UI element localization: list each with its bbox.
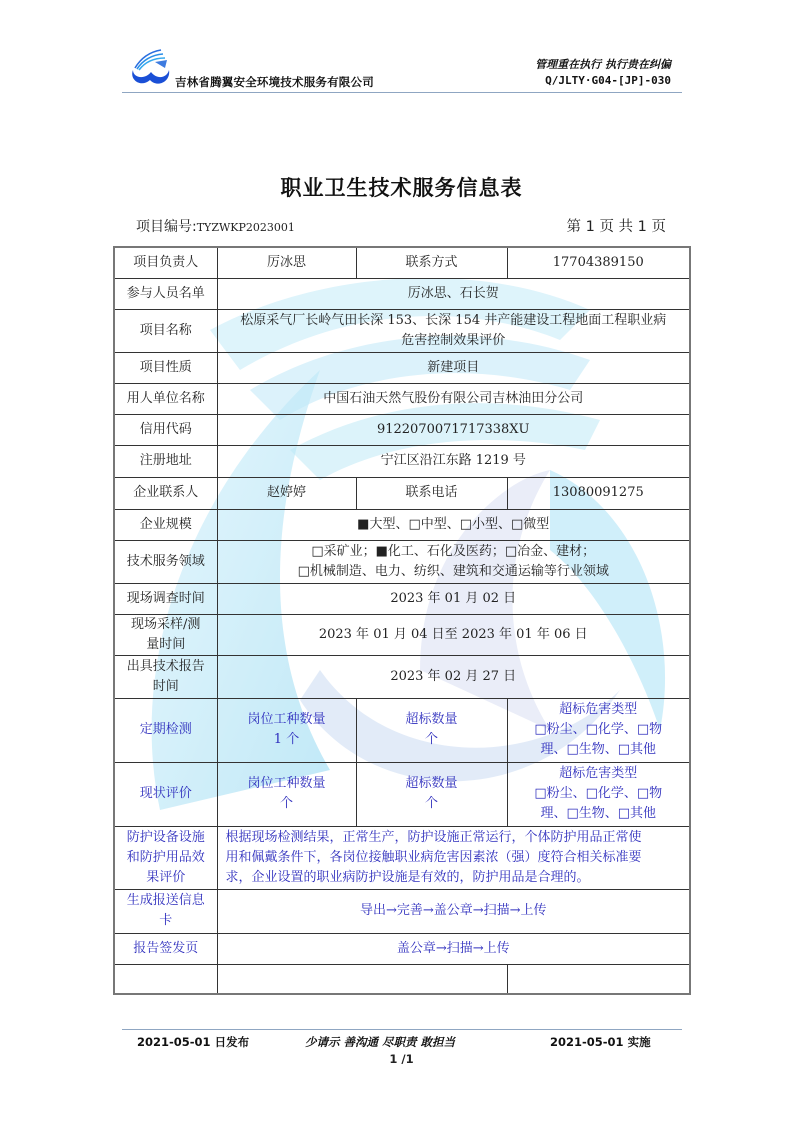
phone-value: 13080091275: [507, 477, 690, 509]
empty-cell: [507, 964, 690, 994]
label-line: 出具技术报告: [126, 658, 205, 674]
label-line: 防护设备设施: [126, 829, 205, 845]
label-line: 现场采样/测: [131, 616, 201, 632]
cell-line: 岗位工种数量: [247, 712, 326, 727]
implement-date: 2021-05-01 实施: [550, 1035, 651, 1049]
table-row: [114, 509, 690, 540]
cell-line: 岗位工种数量: [247, 776, 326, 791]
empty-cell: [217, 964, 507, 994]
project-number-value: TYZWKP2023001: [196, 221, 295, 234]
row-label: 参与人员名单: [114, 278, 217, 309]
credit-code-value: 9122070071717338XU: [217, 414, 690, 445]
value-line: □采矿业；■化工、石化及医药；□冶金、建材；: [311, 543, 596, 559]
company-logo-icon: [127, 48, 173, 88]
value-line: 松原采气厂长岭气田长深 153、长深 154 井产能建设工程地面工程职业病: [240, 312, 667, 328]
text-line: 根据现场检测结果，正常生产，防护设施正常运行，个体防护用品正常使: [225, 829, 642, 845]
employer-name-value: 中国石油天然气股份有限公司吉林油田分公司: [217, 383, 690, 414]
table-row: [114, 698, 690, 762]
table-row: [114, 383, 690, 414]
project-lead-value: 厉冰思: [217, 247, 356, 278]
table-row: [114, 826, 690, 889]
contact-value: 17704389150: [507, 247, 690, 278]
table-row: [114, 540, 690, 583]
label-line: 量时间: [146, 636, 186, 652]
cell-line: □粉尘、□化学、□物: [534, 786, 663, 801]
project-number-label: 项目编号:: [136, 219, 197, 235]
value-line: 危害控制效果评价: [401, 332, 506, 348]
cell-line: 1 个: [273, 732, 300, 747]
cell-line: 超标数量: [405, 712, 458, 727]
table-row: [114, 445, 690, 477]
cell-line: 个: [424, 796, 438, 811]
row-label: 现场调查时间: [114, 583, 217, 614]
project-nature-value: 新建项目: [217, 352, 690, 383]
report-date-value: 2023 年 02 月 27 日: [217, 655, 690, 698]
table-row: [114, 477, 690, 509]
cell-line: 超标危害类型: [559, 766, 638, 781]
project-number: [136, 216, 295, 236]
page-number: 1 /1: [389, 1052, 414, 1066]
row-label: 现状评价: [114, 762, 217, 826]
hazard-type-cell: [507, 698, 690, 762]
text-line: 求，企业设置的职业病防护设施是有效的，防护用品是合理的。: [225, 869, 590, 885]
service-field-options: [217, 540, 690, 583]
table-row: [114, 933, 690, 964]
table-row: [114, 309, 690, 352]
table-row: [114, 889, 690, 933]
company-scale-options: ■大型、□中型、□小型、□微型: [217, 509, 690, 540]
label-line: 生成报送信息: [126, 893, 205, 908]
table-row: [114, 762, 690, 826]
info-table: [113, 246, 691, 995]
row-label: 联系方式: [356, 247, 507, 278]
company-contact-value: 赵婷婷: [217, 477, 356, 509]
footer-motto: 少请示 善沟通 尽职责 敢担当: [305, 1035, 456, 1049]
sampling-date-value: 2023 年 01 月 04 日至 2023 年 01 年 06 日: [217, 614, 690, 655]
cell-line: 个: [279, 796, 293, 811]
company-name: 吉林省腾翼安全环境技术服务有限公司: [175, 75, 374, 89]
row-label: 企业联系人: [114, 477, 217, 509]
survey-date-value: 2023 年 01 月 02 日: [217, 583, 690, 614]
row-label: [114, 826, 217, 889]
table-row: [114, 655, 690, 698]
row-label: [114, 655, 217, 698]
exceed-count-cell: [356, 698, 507, 762]
table-row: [114, 352, 690, 383]
row-label: 信用代码: [114, 414, 217, 445]
header-motto: 管理重在执行 执行贵在纠偏: [535, 58, 671, 71]
row-label: 企业规模: [114, 509, 217, 540]
table-row: [114, 414, 690, 445]
document-code: Q/JLTY·G04-[JP]-030: [545, 74, 671, 87]
label-line: 和防护用品效: [126, 849, 205, 865]
label-line: 时间: [152, 678, 179, 694]
post-count-cell: [217, 762, 356, 826]
header-divider: [122, 92, 682, 93]
page-title: 职业卫生技术服务信息表: [280, 176, 523, 200]
pagination: 第 1 页 共 1 页: [566, 219, 666, 235]
value-line: □机械制造、电力、纺织、建筑和交通运输等行业领域: [297, 563, 609, 579]
cell-line: 超标数量: [405, 776, 458, 791]
label-line: 果评价: [146, 869, 186, 885]
info-card-steps: 导出→完善→盖公章→扫描→上传: [217, 889, 690, 933]
address-value: 宁江区沿江东路 1219 号: [217, 445, 690, 477]
table-row: [114, 614, 690, 655]
row-label: 报告签发页: [114, 933, 217, 964]
participants-value: 厉冰思、石长贺: [217, 278, 690, 309]
label-line: 卡: [159, 913, 173, 928]
row-label: 定期检测: [114, 698, 217, 762]
hazard-type-cell: [507, 762, 690, 826]
footer-divider: [122, 1029, 682, 1030]
table-row: [114, 278, 690, 309]
row-label: 项目性质: [114, 352, 217, 383]
table-row-empty: [114, 964, 690, 994]
row-label: 注册地址: [114, 445, 217, 477]
sign-page-steps: 盖公章→扫描→上传: [217, 933, 690, 964]
cell-line: 超标危害类型: [559, 702, 638, 717]
post-count-cell: [217, 698, 356, 762]
text-line: 用和佩戴条件下，各岗位接触职业病危害因素浓（强）度符合相关标准要: [225, 849, 642, 865]
publish-date: 2021-05-01 日发布: [137, 1035, 250, 1049]
row-label: 项目负责人: [114, 247, 217, 278]
row-label: [114, 614, 217, 655]
cell-line: 个: [424, 732, 438, 747]
exceed-count-cell: [356, 762, 507, 826]
protection-evaluation-text: [217, 826, 690, 889]
cell-line: □粉尘、□化学、□物: [534, 722, 663, 737]
cell-line: 理、□生物、□其他: [540, 742, 657, 757]
row-label: 技术服务领域: [114, 540, 217, 583]
row-label: 项目名称: [114, 309, 217, 352]
row-label: [114, 889, 217, 933]
project-name-value: [217, 309, 690, 352]
cell-line: 理、□生物、□其他: [540, 806, 657, 821]
row-label: 联系电话: [356, 477, 507, 509]
table-row: [114, 247, 690, 278]
table-row: [114, 583, 690, 614]
row-label: 用人单位名称: [114, 383, 217, 414]
empty-cell: [114, 964, 217, 994]
